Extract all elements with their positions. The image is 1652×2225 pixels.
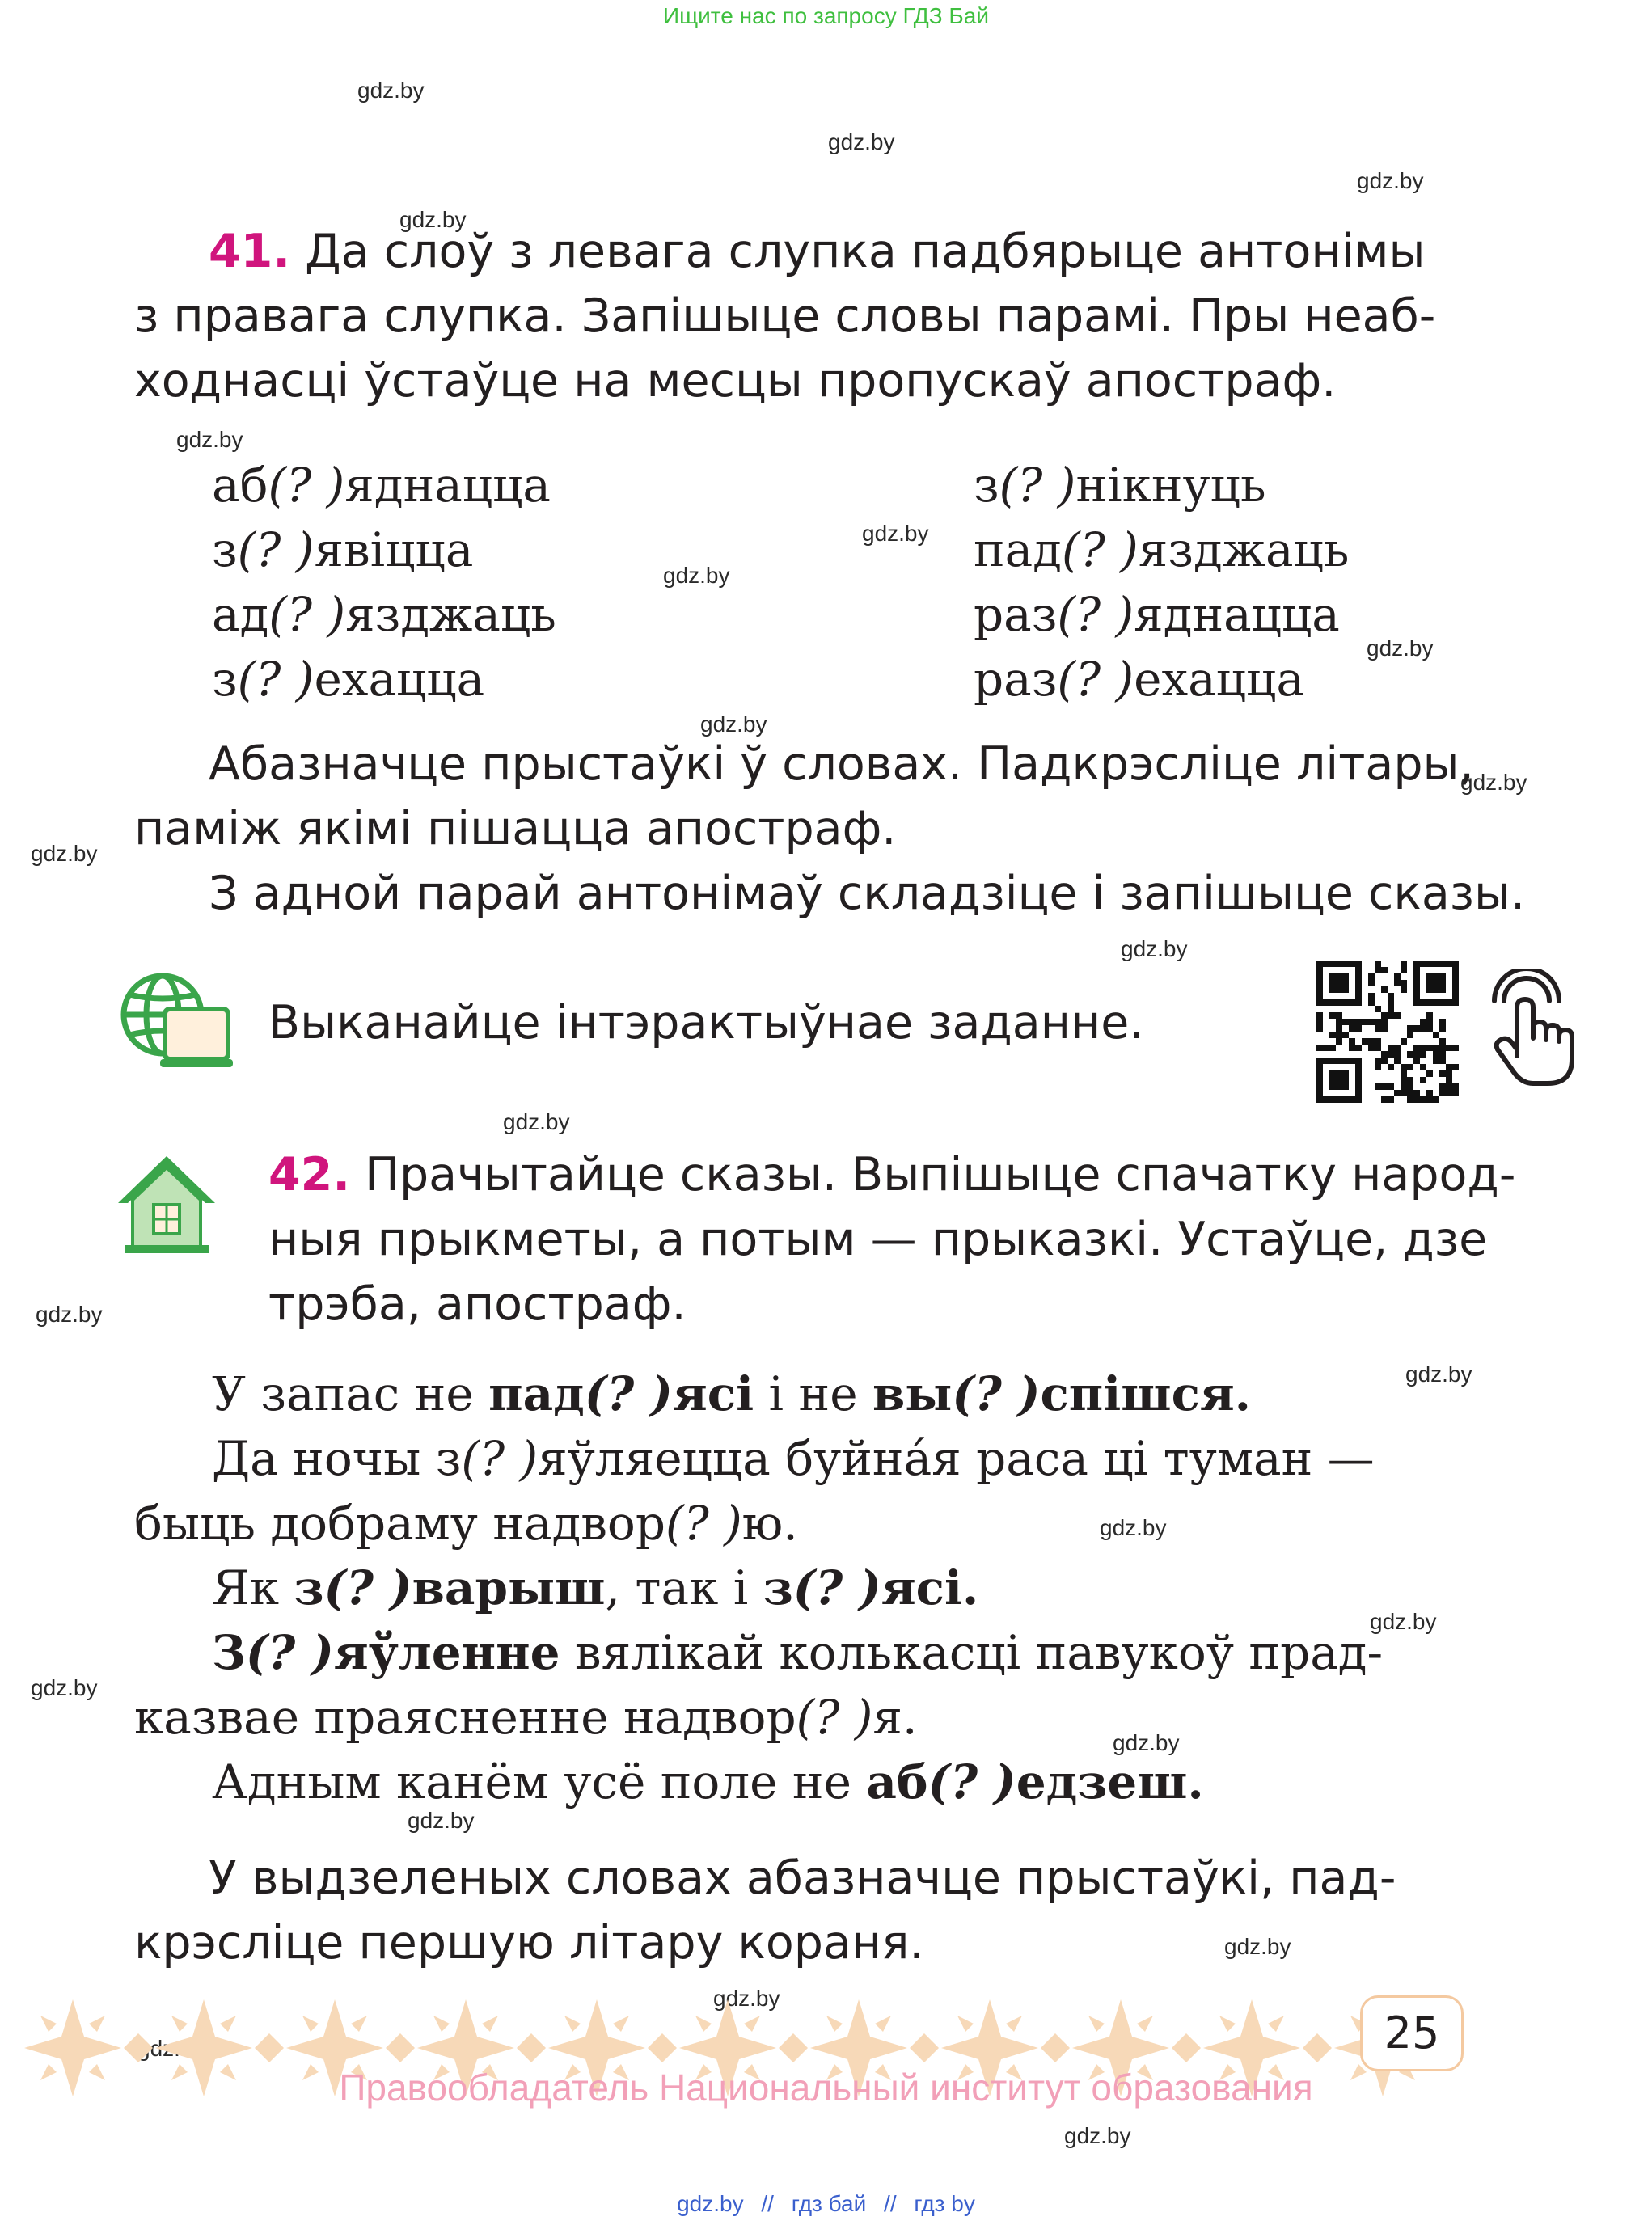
watermark: gdz.by: [399, 207, 467, 232]
watermark: gdz.by: [713, 1986, 780, 2011]
sentence-4b: казвае праясненне надвор(? )я.: [134, 1690, 918, 1745]
task-number: 41.: [209, 225, 290, 278]
link-gdz-by[interactable]: gdz.by: [677, 2191, 744, 2216]
word-item: з(? )ехацца: [212, 652, 485, 707]
word-item: з(? )нікнуць: [974, 458, 1266, 513]
link-gdz-bai[interactable]: гдз бай: [791, 2191, 867, 2216]
task41-line3: ходнасці ўстаўце на месцы пропускаў апостраф.: [134, 354, 1337, 407]
instruction-text: Прачытайце сказы. Выпішыце спачатку народ-: [365, 1148, 1516, 1201]
task42-followup-2: крэсліце першую літару кораня.: [134, 1916, 924, 1970]
word-item: раз(? )ехацца: [974, 652, 1304, 707]
task-number: 42.: [268, 1148, 350, 1201]
word-item: раз(? )яднацца: [974, 587, 1340, 642]
watermark: gdz.by: [1367, 635, 1434, 661]
word-item: ад(? )язджаць: [212, 587, 556, 642]
watermark: gdz.by: [828, 129, 895, 154]
task42-line3: трэба, апостраф.: [268, 1277, 687, 1331]
task41-followup-3: З адной парай антонімаў складзіце і запішыце сказы.: [209, 867, 1526, 920]
watermark: gdz.by: [1100, 1515, 1167, 1540]
instruction-text: Да слоў з левага слупка падбярыце антонімы: [305, 225, 1426, 278]
watermark: gdz.by: [1113, 1730, 1180, 1755]
watermark: gdz.by: [503, 1109, 570, 1134]
link-gdz-by-2[interactable]: гдз by: [914, 2191, 975, 2216]
watermark: gdz.by: [862, 521, 929, 546]
globe-laptop-icon[interactable]: [118, 970, 236, 1070]
watermark: gdz.by: [1121, 936, 1188, 961]
separator: //: [884, 2191, 897, 2216]
task41-followup-1: Абазначце прыстаўкі ў словах. Падкрэсліце літары,: [209, 737, 1474, 791]
watermark: gdz.by: [1357, 168, 1424, 193]
home-task-icon: [113, 1151, 220, 1256]
interactive-task-label[interactable]: Выканайце інтэрактыўнае заданне.: [268, 996, 1144, 1049]
sentence-4a: З(? )яўленне вялікай колькасці павукоў прад-: [212, 1625, 1384, 1680]
watermark: gdz.by: [700, 711, 767, 737]
word-item: з(? )явіцца: [212, 522, 474, 577]
watermark: gdz.by: [36, 1302, 103, 1327]
watermark: gdz.by: [1370, 1609, 1437, 1634]
watermark: gdz.by: [31, 1675, 98, 1700]
task42-line2: ныя прыкметы, а потым — прыказкі. Устаўце, дзе: [268, 1213, 1488, 1266]
watermark: gdz.by: [408, 1808, 475, 1833]
word-item: аб(? )яднацца: [212, 458, 551, 513]
separator: //: [761, 2191, 774, 2216]
sentence-5: Адным канём усё поле не аб(? )едзеш.: [212, 1754, 1204, 1809]
sentence-1: У запас не пад(? )ясі і не вы(? )спішся.: [212, 1366, 1251, 1421]
top-banner[interactable]: Ищите нас по запросу ГДЗ Бай: [662, 3, 990, 28]
watermark: gdz.by: [357, 78, 425, 103]
page-number: 25: [1360, 1995, 1464, 2071]
task41-line1: [209, 225, 1425, 278]
task42-followup-1: У выдзеленых словах абазначце прыстаўкі, пад-: [209, 1851, 1396, 1905]
watermark: gdz.by: [1224, 1934, 1291, 1959]
task42-line1: [268, 1148, 1515, 1201]
bottom-links: [0, 2191, 1652, 2217]
sentence-2b: быць добраму надвор(? )ю.: [134, 1496, 798, 1551]
word-item: пад(? )язджаць: [974, 522, 1350, 577]
watermark: gdz.by: [663, 563, 730, 588]
task41-followup-2: паміж якімі пішацца апостраф.: [134, 802, 897, 855]
copyright-notice: Правообладатель Национальный институт образования: [339, 2067, 1313, 2109]
watermark: gdz.by: [1064, 2123, 1131, 2148]
sentence-3: Як з(? )варыш, так і з(? )ясі.: [212, 1560, 979, 1615]
task41-line2: з правага слупка. Запішыце словы парамі. Пры неаб-: [134, 289, 1436, 343]
watermark: gdz.by: [1405, 1362, 1472, 1387]
qr-code-icon[interactable]: [1316, 961, 1459, 1103]
watermark: gdz.by: [176, 427, 243, 452]
watermark: gdz.by: [31, 841, 98, 866]
tap-hand-icon[interactable]: [1486, 969, 1577, 1090]
sentence-2a: Да ночы з(? )яўляецца буйна́я раса ці туман —: [212, 1431, 1375, 1486]
watermark: gdz.by: [1460, 770, 1527, 795]
